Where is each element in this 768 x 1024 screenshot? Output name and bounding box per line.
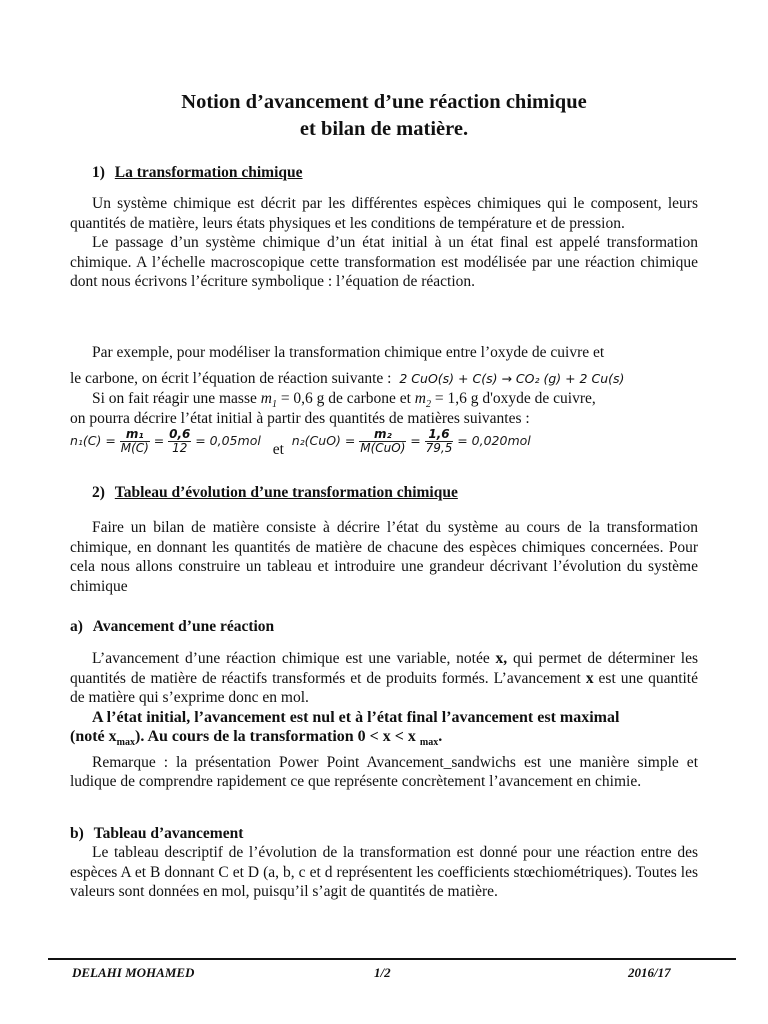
- text: (noté x: [70, 728, 117, 745]
- denominator: M(CuO): [360, 441, 406, 455]
- paragraph: Faire un bilan de matière consiste à décrire l’état du système au cours de la transformation chimique, en donnant les quantités de matière de chacune des espèces chimiques concernées. Pour cela nous allons construire un tableau et introduire une grandeur décrivant l’évolution du système chimique: [70, 519, 698, 595]
- fraction: [425, 428, 454, 455]
- calc1-lhs: n₁(C) =: [70, 433, 116, 449]
- subsection-b-body: [70, 843, 698, 902]
- text: ). Au cours de la transformation 0 < x < x: [135, 728, 420, 745]
- text: m: [260, 390, 272, 407]
- fraction: [168, 428, 191, 455]
- quantity-calculations: [70, 427, 531, 459]
- text: = 0,6 g de carbone et: [276, 390, 415, 407]
- document-title-line2: et bilan de matière.: [299, 118, 469, 140]
- section-1-heading: [92, 163, 303, 183]
- footer-author: DELAHI MOHAMED: [72, 965, 195, 980]
- conjunction: et: [272, 441, 284, 459]
- subsection-a-body: [70, 649, 698, 792]
- text: m: [414, 390, 426, 407]
- footer-year: 2016/17: [628, 965, 671, 980]
- fraction: [120, 428, 150, 455]
- numerator: m₁: [120, 428, 150, 442]
- section-2-heading: [92, 483, 458, 503]
- text: L’avancement d’une réaction chimique est une variable, notée: [92, 650, 496, 667]
- paragraph: on pourra décrire l’état initial à partir des quantités de matières suivantes :: [70, 410, 530, 427]
- section-2-body: [70, 518, 698, 596]
- text: .: [438, 728, 443, 745]
- paragraph: Le tableau descriptif de l’évolution de la transformation est donné pour une réaction entre des espèces A et B donnant C et D (a, b, c et d représentent les coefficients stœchiométriques). Toutes les valeurs sont données en mol, puisqu’il s’agit de quantités de matière.: [70, 844, 698, 900]
- key-statement-continued: [70, 727, 698, 753]
- text: Si on fait réagir une masse: [92, 390, 261, 407]
- variable-x: x,: [495, 650, 508, 667]
- paragraph: Par exemple, pour modéliser la transformation chimique entre l’oxyde de cuivre et: [92, 344, 605, 361]
- numerator: 1,6: [425, 428, 454, 442]
- equals: =: [153, 433, 165, 449]
- subsection-b-heading: [70, 824, 243, 844]
- equation-line: [70, 369, 710, 389]
- text: = 1,6 g d'oxyde de cuivre,: [431, 390, 596, 407]
- text: qui permet de déterminer les quantités de matière de réactifs transformés et de produits formés. L’avancement: [70, 650, 698, 687]
- section-title: Tableau d’évolution d’une transformation chimique: [114, 484, 458, 501]
- quantities-intro: [70, 409, 698, 429]
- denominator: 12: [172, 441, 188, 455]
- section-title: La transformation chimique: [114, 164, 303, 181]
- footer-page-number: 1/2: [374, 965, 391, 980]
- footer-divider: [48, 958, 736, 960]
- paragraph: Remarque : la présentation Power Point Avancement_sandwichs est une manière simple et ludique de comprendre rapidement ce que représente concrètement l’avancement en chimie.: [70, 753, 698, 791]
- variable-m2: [414, 390, 431, 411]
- key-statement: A l’état initial, l’avancement est nul et à l’état final l’avancement est maximal: [92, 708, 620, 726]
- variable-m1: [260, 390, 277, 411]
- denominator: M(C): [120, 441, 149, 455]
- calc2-result: = 0,020mol: [457, 433, 531, 449]
- variable-x: x: [585, 669, 594, 687]
- numerator: m₂: [359, 428, 406, 442]
- subsection-title: Avancement d’une réaction: [92, 618, 275, 635]
- fraction: [359, 428, 406, 455]
- subsection-letter: a): [70, 618, 83, 635]
- subscript: max: [419, 737, 439, 749]
- subsection-title: Tableau d’avancement: [93, 825, 244, 842]
- subsection-letter: b): [70, 825, 84, 842]
- paragraph: Le passage d’un système chimique d’un état initial à un état final est appelé transformation chimique. A l’échelle macroscopique cette transformation est modélisée par une réaction chimique dont nous écrivons l’écriture symbolique : l’équation de réaction.: [70, 234, 698, 290]
- paragraph-text: le carbone, on écrit l’équation de réaction suivante :: [70, 370, 392, 387]
- subscript: max: [116, 737, 135, 749]
- section-number: 2): [92, 484, 105, 501]
- section-number: 1): [92, 164, 105, 181]
- paragraph: [70, 649, 698, 708]
- document-title-line1: Notion d’avancement d’une réaction chimique: [181, 91, 587, 113]
- reaction-equation: 2 CuO(s) + C(s) → CO₂ (g) + 2 Cu(s): [399, 371, 625, 386]
- denominator: 79,5: [425, 441, 453, 455]
- calc2-lhs: n₂(CuO) =: [291, 433, 356, 449]
- numerator: 0,6: [169, 427, 191, 441]
- example-paragraph: [70, 343, 698, 363]
- equals: =: [410, 433, 421, 449]
- calc1-result: = 0,05mol: [195, 433, 261, 449]
- subsection-a-heading: [70, 617, 274, 637]
- paragraph: Un système chimique est décrit par les différentes espèces chimiques qui le composent, leurs quantités de matière, leurs états physiques et les conditions de température et de pression.: [70, 195, 698, 232]
- subscript: 1: [271, 399, 277, 411]
- subscript: 2: [426, 399, 431, 411]
- section-1-body: [70, 194, 698, 292]
- text: est une quantité de matière qui s’exprime donc en mol.: [70, 669, 698, 706]
